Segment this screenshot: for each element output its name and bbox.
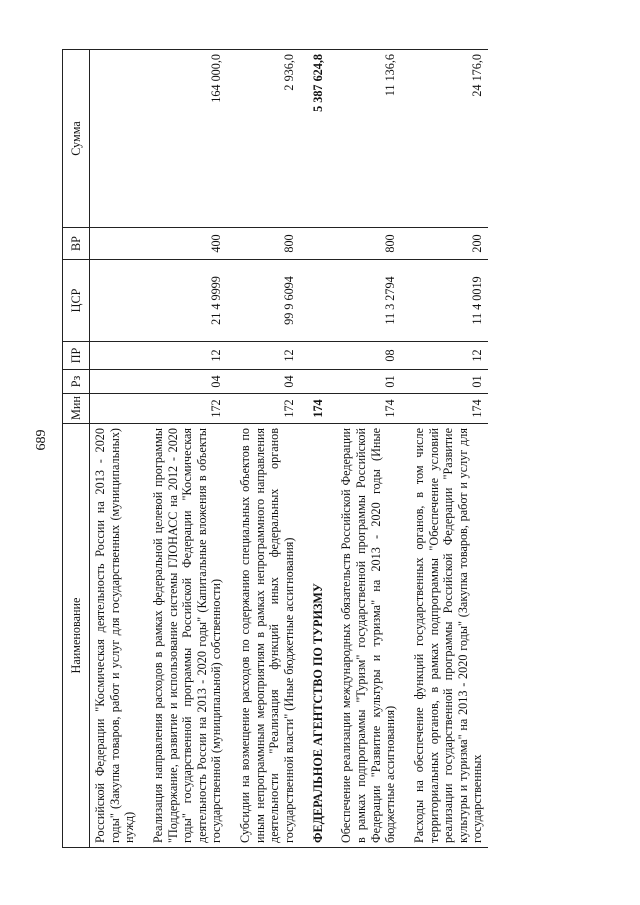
- row-csr: [90, 260, 140, 342]
- row-pr: [90, 342, 140, 370]
- header-rz: Рз: [63, 370, 90, 394]
- row-sum: 11 136,6: [336, 50, 401, 228]
- row-min: 172: [235, 394, 300, 424]
- row-spacer: [140, 50, 148, 848]
- table-row: [148, 50, 227, 848]
- budget-table: [62, 49, 488, 848]
- row-csr: 99 9 6094: [235, 260, 300, 342]
- header-pr: ПР: [63, 342, 90, 370]
- row-min: 174: [409, 394, 488, 424]
- row-min: 174: [336, 394, 401, 424]
- row-spacer: [300, 50, 308, 848]
- row-name: Российской Федерации "Космическая деятельность России на 2013 - 2020 годы" (Закупка товаров, работ и услуг для государственных (муниципальных) нужд): [90, 424, 140, 848]
- row-name: Расходы на обеспечение функций государственных органов, в том числе территориальных органов, в рамках подпрограммы "Обеспечение условий реализации государственной программы Российской Федерации "Развитие культуры и туризма" на 2013 - 2020 годы" (Закупка товаров, работ и услуг для государственных: [409, 424, 488, 848]
- row-rz: 01: [409, 370, 488, 394]
- row-sum: 24 176,0: [409, 50, 488, 228]
- row-rz: 04: [235, 370, 300, 394]
- header-csr: ЦСР: [63, 260, 90, 342]
- row-vr: 800: [336, 228, 401, 260]
- row-rz: [90, 370, 140, 394]
- row-pr: 12: [409, 342, 488, 370]
- row-csr: 11 4 0019: [409, 260, 488, 342]
- table-row: [409, 50, 488, 848]
- row-pr: [308, 342, 329, 370]
- row-min: [90, 394, 140, 424]
- row-sum: 164 000,0: [148, 50, 227, 228]
- row-name: ФЕДЕРАЛЬНОЕ АГЕНТСТВО ПО ТУРИЗМУ: [308, 424, 329, 848]
- row-vr: [90, 228, 140, 260]
- row-csr: 11 3 2794: [336, 260, 401, 342]
- row-csr: 21 4 9999: [148, 260, 227, 342]
- row-sum: 5 387 624,8: [308, 50, 329, 228]
- row-min: 174: [308, 394, 329, 424]
- row-spacer: [401, 50, 409, 848]
- row-pr: 12: [148, 342, 227, 370]
- row-name: Обеспечение реализации международных обязательств Российской Федерации в рамках подпрограммы "Туризм" государственной программы Российской Федерации "Развитие культуры и туризма" на 2013 - 2020 годы (Иные бюджетные ассигнования): [336, 424, 401, 848]
- row-vr: 800: [235, 228, 300, 260]
- row-vr: 400: [148, 228, 227, 260]
- row-vr: 200: [409, 228, 488, 260]
- row-rz: 04: [148, 370, 227, 394]
- row-spacer: [227, 50, 235, 848]
- header-vr: ВР: [63, 228, 90, 260]
- header-sum: Сумма: [63, 50, 90, 228]
- row-sum: 2 936,0: [235, 50, 300, 228]
- header-name: Наименование: [63, 424, 90, 848]
- row-sum: [90, 50, 140, 228]
- row-pr: 12: [235, 342, 300, 370]
- table-row: [336, 50, 401, 848]
- page-number: 689: [34, 429, 49, 451]
- row-vr: [308, 228, 329, 260]
- row-name: Реализация направления расходов в рамках федеральной целевой программы "Поддержание, развитие и использование системы ГЛОНАСС на 2012 - 2020 годы" государственной программы Российской Федерации "Космическая деятельность России на 2013 - 2020 годы" (Капитальные вложения в объекты государственной (муниципальной) собственности): [148, 424, 227, 848]
- budget-table-rotated: [62, 50, 599, 848]
- row-rz: [308, 370, 329, 394]
- row-rz: 01: [336, 370, 401, 394]
- row-csr: [308, 260, 329, 342]
- row-name: Субсидии на возмещение расходов по содержанию специальных объектов по иным непрограммным мероприятиям в рамках непрограммного направления деятельности "Реализация функций иных федеральных органов государственной власти" (Иные бюджетные ассигнования): [235, 424, 300, 848]
- row-spacer: [328, 50, 336, 848]
- header-min: Мин: [63, 394, 90, 424]
- row-min: 172: [148, 394, 227, 424]
- table-row: [235, 50, 300, 848]
- table-row-agency: [308, 50, 329, 848]
- row-pr: 08: [336, 342, 401, 370]
- table-header-row: [63, 50, 90, 848]
- table-row: [90, 50, 140, 848]
